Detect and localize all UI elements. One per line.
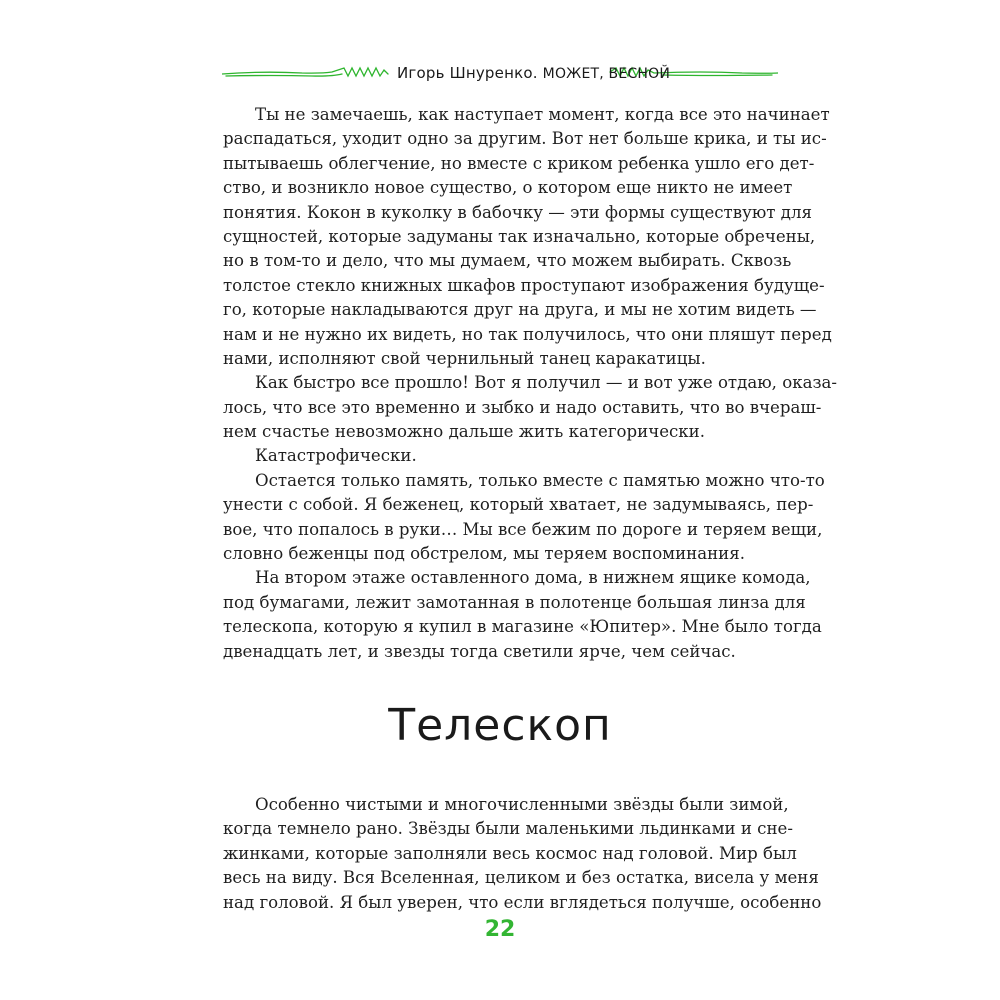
- text-line: пытываешь облегчение, но вместе с криком ребенка ушло его дет-: [223, 153, 815, 173]
- text-line: унести с собой. Я беженец, который хватает, не задумываясь, пер-: [223, 495, 814, 515]
- header-text: [397, 64, 829, 82]
- text-line: Ты не замечаешь, как наступает момент, когда все это начинает: [255, 105, 830, 124]
- text-line: телескопа, которую я купил в магазине «Юпитер». Мне было тогда: [223, 617, 822, 637]
- text-line: словно беженцы под обстрелом, мы теряем воспоминания.: [223, 544, 745, 564]
- text-line: ство, и возникло новое существо, о котором еще никто не имеет: [223, 178, 793, 198]
- text-line: нам и не нужно их видеть, но так получилось, что они пляшут перед: [223, 324, 832, 344]
- text-line: На втором этаже оставленного дома, в нижнем ящике комода,: [255, 568, 811, 588]
- text-line: но в том-то и дело, что мы думаем, что можем выбирать. Сквозь: [223, 251, 792, 271]
- text-line: Особенно чистыми и многочисленными звёзды были зимой,: [255, 795, 789, 814]
- text-line: толстое стекло книжных шкафов проступают изображения будуще-: [223, 275, 825, 295]
- text-line: двенадцать лет, и звезды тогда светили ярче, чем сейчас.: [223, 641, 736, 661]
- text-line: под бумагами, лежит замотанная в полотенце большая линза для: [223, 592, 806, 612]
- running-header: [222, 60, 778, 90]
- text-line: вое, что попалось в руки… Мы все бежим по дороге и теряем вещи,: [223, 519, 823, 539]
- text-line: нами, исполняют свой чернильный танец каракатицы.: [223, 348, 706, 368]
- text-line: жинками, которые заполняли весь космос над головой. Мир был: [223, 843, 797, 863]
- text-line: сущностей, которые задуманы так изначально, которые обречены,: [223, 226, 816, 246]
- header-book-title: МОЖЕТ, ВЕСНОЙ: [542, 66, 670, 82]
- text-line: нем счастье невозможно дальше жить категорически.: [223, 422, 706, 442]
- header-author: Игорь Шнуренко.: [397, 64, 538, 82]
- text-line: понятия. Кокон в куколку в бабочку — эти формы существуют для: [223, 202, 812, 222]
- body-text-top: [223, 103, 838, 664]
- text-line: над головой. Я был уверен, что если вглядеться получше, особенно: [223, 892, 822, 912]
- chapter-title: Телескоп: [388, 700, 612, 751]
- text-line: весь на виду. Вся Вселенная, целиком и без остатка, висела у меня: [223, 868, 819, 888]
- text-line: распадаться, уходит одно за другим. Вот нет больше крика, и ты ис-: [223, 129, 827, 149]
- page-number: 22: [484, 917, 516, 942]
- text-line: Катастрофически.: [255, 446, 417, 466]
- text-line: го, которые накладываются друг на друга, и мы не хотим видеть —: [223, 300, 817, 320]
- body-text-bottom: [223, 793, 822, 915]
- text-line: Остается только память, только вместе с памятью можно что-то: [255, 470, 825, 490]
- text-line: лось, что все это временно и зыбко и надо оставить, что во вчераш-: [223, 397, 822, 417]
- text-line: Как быстро все прошло! Вот я получил — и вот уже отдаю, оказа-: [255, 373, 838, 393]
- text-line: когда темнело рано. Звёзды были маленькими льдинками и сне-: [223, 819, 793, 839]
